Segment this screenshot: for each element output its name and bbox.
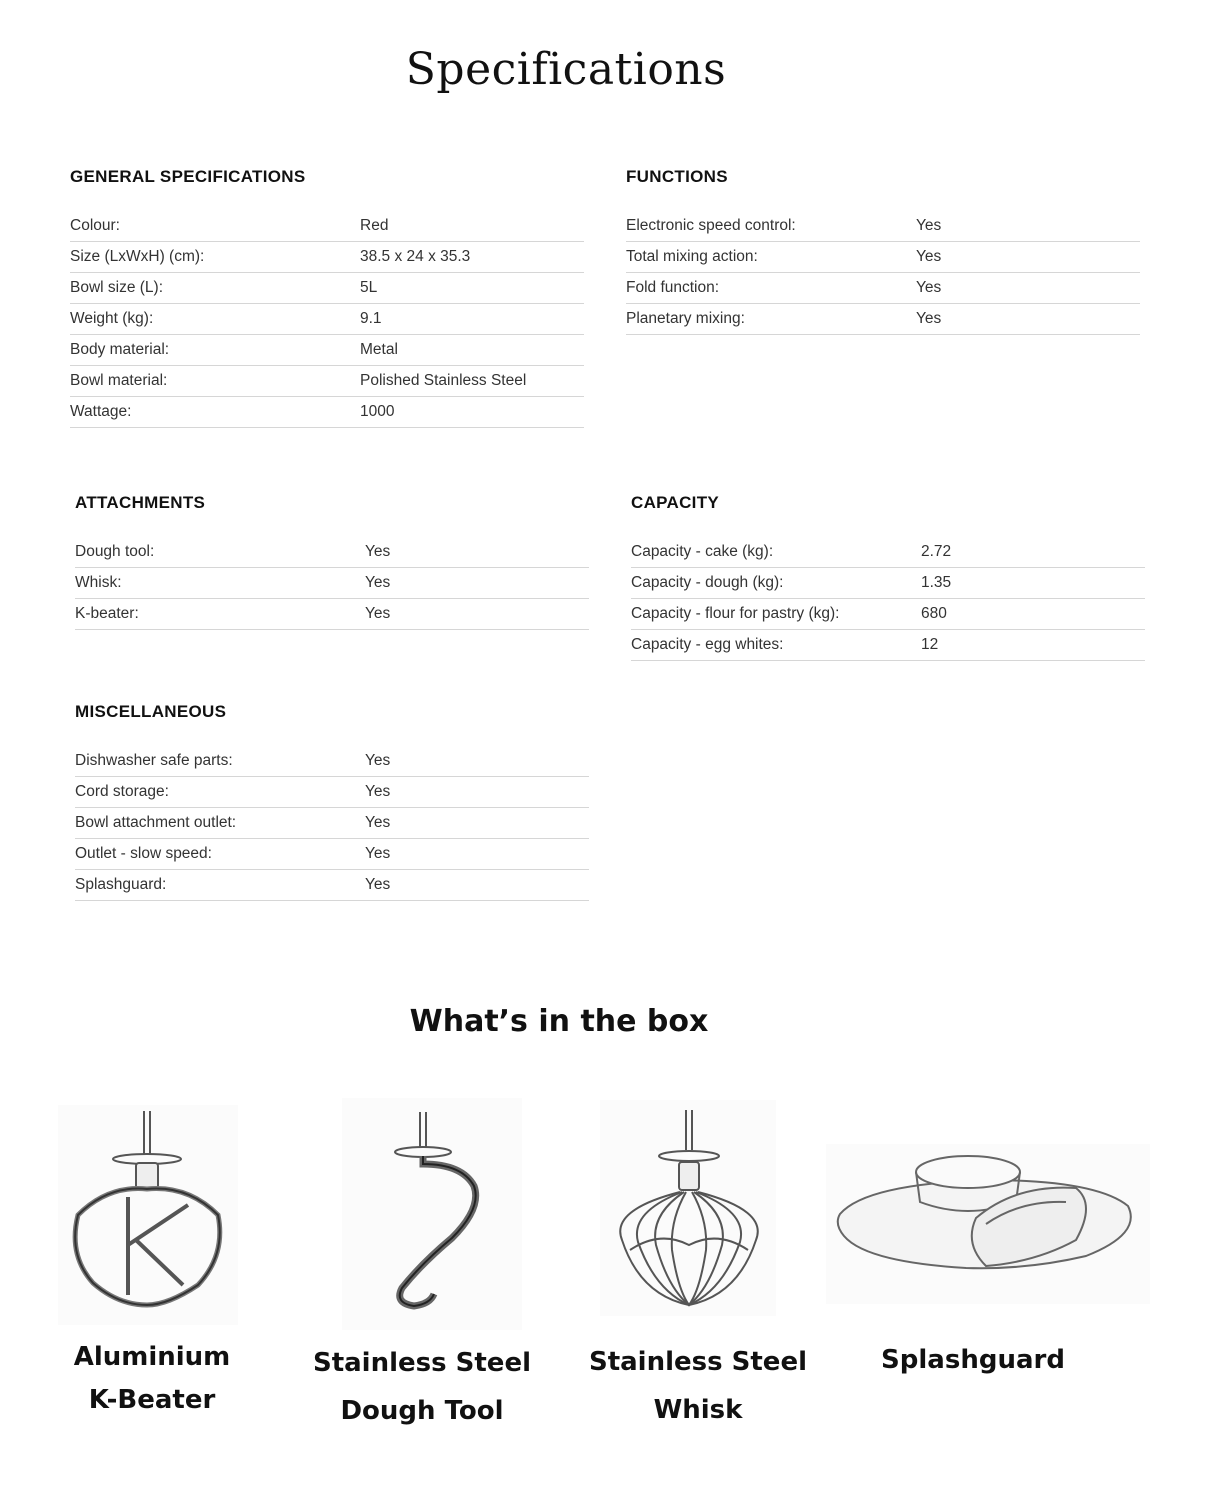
spec-table — [626, 211, 1140, 335]
product-caption — [312, 1339, 532, 1435]
spec-value: Yes — [365, 783, 391, 800]
k-beater-icon — [58, 1105, 238, 1325]
spec-value: Metal — [360, 341, 398, 358]
spec-value: 1000 — [360, 403, 395, 420]
spec-label: Splashguard: — [75, 876, 167, 893]
spec-label: Wattage: — [70, 403, 132, 420]
spec-row — [75, 808, 589, 839]
spec-value: Yes — [365, 605, 391, 622]
spec-value: Yes — [916, 310, 942, 327]
caption-line: Whisk — [653, 1395, 743, 1425]
product-caption — [872, 1337, 1074, 1383]
spec-table — [75, 537, 589, 630]
spec-row — [70, 211, 584, 242]
caption-line: Stainless Steel — [588, 1347, 807, 1377]
spec-value: Yes — [916, 248, 942, 265]
spec-label: Cord storage: — [75, 783, 169, 800]
product-caption — [52, 1334, 252, 1423]
general-specifications-section — [70, 165, 584, 428]
spec-row — [626, 273, 1140, 304]
spec-label: Dough tool: — [75, 543, 155, 560]
spec-value: Yes — [365, 543, 391, 560]
spec-label: Whisk: — [75, 574, 122, 591]
spec-row — [70, 242, 584, 273]
spec-value: Yes — [365, 752, 391, 769]
spec-label: Bowl attachment outlet: — [75, 814, 237, 831]
spec-label: Capacity - dough (kg): — [631, 574, 784, 591]
spec-label: K-beater: — [75, 605, 139, 622]
spec-label: Bowl size (L): — [70, 279, 164, 296]
spec-value: Red — [360, 217, 389, 234]
spec-row — [75, 746, 589, 777]
section-heading: ATTACHMENTS — [75, 493, 206, 512]
capacity-section — [631, 491, 1145, 661]
spec-table — [631, 537, 1145, 661]
spec-value: 5L — [360, 279, 378, 296]
section-heading: FUNCTIONS — [626, 167, 728, 186]
section-heading: CAPACITY — [631, 493, 720, 512]
product-caption — [588, 1338, 808, 1434]
spec-label: Capacity - egg whites: — [631, 636, 784, 653]
spec-value: 9.1 — [360, 310, 382, 327]
spec-label: Size (LxWxH) (cm): — [70, 248, 205, 265]
spec-row — [75, 870, 589, 901]
miscellaneous-section — [75, 700, 589, 901]
spec-value: Yes — [365, 876, 391, 893]
spec-row — [626, 211, 1140, 242]
caption-line: K-Beater — [88, 1385, 216, 1415]
attachments-section — [75, 491, 589, 630]
spec-row — [70, 397, 584, 428]
caption-line: Stainless Steel — [312, 1348, 531, 1378]
spec-row — [70, 335, 584, 366]
spec-value: 12 — [921, 636, 939, 653]
spec-row — [75, 568, 589, 599]
spec-row — [631, 537, 1145, 568]
spec-label: Capacity - flour for pastry (kg): — [631, 605, 840, 622]
caption-line: Aluminium — [73, 1342, 231, 1372]
spec-label: Planetary mixing: — [626, 310, 745, 327]
spec-table — [75, 746, 589, 901]
spec-value: 38.5 x 24 x 35.3 — [360, 248, 471, 265]
section-heading: GENERAL SPECIFICATIONS — [70, 167, 306, 186]
spec-label: Fold function: — [626, 279, 720, 296]
caption-line: Splashguard — [881, 1345, 1065, 1375]
spec-label: Electronic speed control: — [626, 217, 796, 234]
whats-in-the-box-title: What’s in the box — [409, 1004, 709, 1039]
spec-table — [70, 211, 584, 428]
caption-line: Dough Tool — [340, 1396, 504, 1426]
spec-row — [631, 630, 1145, 661]
spec-row — [70, 273, 584, 304]
spec-row — [626, 242, 1140, 273]
functions-section — [626, 165, 1140, 335]
spec-label: Weight (kg): — [70, 310, 154, 327]
page-title: Specifications — [405, 44, 727, 95]
spec-row — [75, 777, 589, 808]
spec-row — [75, 537, 589, 568]
spec-row — [631, 568, 1145, 599]
spec-row — [70, 366, 584, 397]
spec-value: 1.35 — [921, 574, 952, 591]
spec-row — [75, 839, 589, 870]
spec-label: Body material: — [70, 341, 170, 358]
spec-value: 680 — [921, 605, 947, 622]
spec-label: Bowl material: — [70, 372, 168, 389]
section-heading: MISCELLANEOUS — [75, 702, 227, 721]
dough-hook-icon — [342, 1098, 522, 1330]
spec-row — [70, 304, 584, 335]
splashguard-icon — [826, 1144, 1150, 1304]
spec-row — [75, 599, 589, 630]
spec-label: Capacity - cake (kg): — [631, 543, 774, 560]
spec-label: Total mixing action: — [626, 248, 758, 265]
spec-value: Yes — [916, 279, 942, 296]
spec-value: Yes — [916, 217, 942, 234]
spec-row — [626, 304, 1140, 335]
spec-label: Outlet - slow speed: — [75, 845, 212, 862]
whisk-icon — [600, 1100, 776, 1316]
spec-value: Yes — [365, 845, 391, 862]
spec-label: Colour: — [70, 217, 120, 234]
spec-value: Yes — [365, 814, 391, 831]
spec-value: 2.72 — [921, 543, 952, 560]
spec-row — [631, 599, 1145, 630]
spec-value: Polished Stainless Steel — [360, 372, 527, 389]
spec-label: Dishwasher safe parts: — [75, 752, 233, 769]
spec-value: Yes — [365, 574, 391, 591]
